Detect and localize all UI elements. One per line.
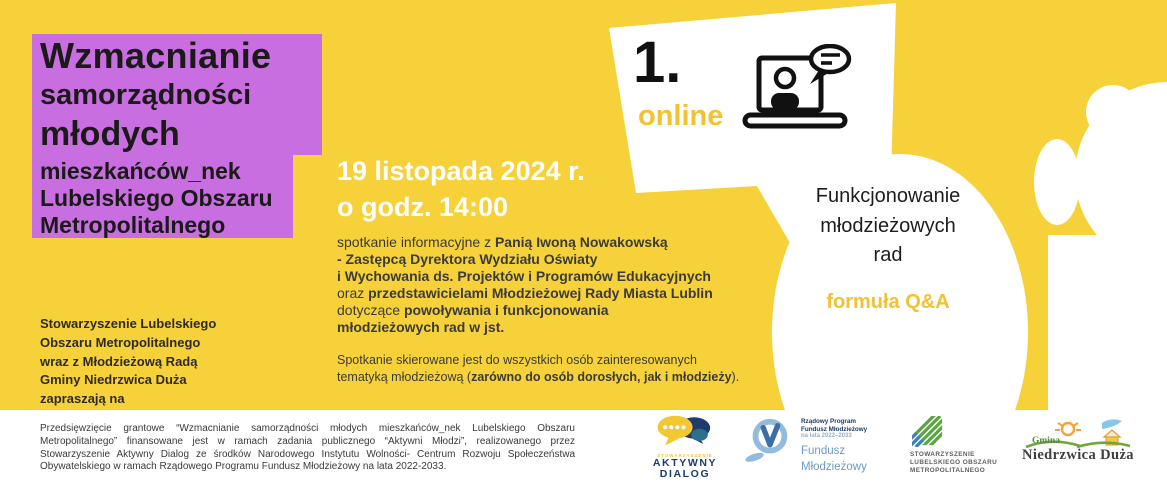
fundusz-mlodziezowy-logo <box>744 416 867 474</box>
speech-bubbles-icon <box>647 415 723 447</box>
fundusz-mlodziezowy-text <box>801 416 867 474</box>
online-label: online <box>638 100 724 132</box>
organizer-line: Gminy Niedrzwica Duża <box>40 372 187 388</box>
event-date: 19 listopada 2024 r. <box>337 156 585 186</box>
funding-disclaimer: Przedsięwzięcie grantowe “Wzmacnianie samorządności młodych mieszkańców_nek Lubelskiego Obszaru Metropolitalnego” finansowane jest w ramach zadania publicznego “Aktywni Młodzi”, realizowanego przez Stowarzyszenie Aktywny Dialog ze środków Narodowego Instytutu Wolności- Centrum Rozwoju Społeczeństwa Obywatelskiego w ramach Rządowego Programu Fundusz Młodzieżowy na lata 2022-2033. <box>40 423 575 473</box>
subtitle-line-2: Lubelskiego Obszaru <box>40 185 273 211</box>
text-line: spotkanie informacyjne z Panią Iwoną Nowakowską <box>337 234 668 250</box>
text-line: Spotkanie skierowane jest do wszystkich osób zainteresowanych <box>337 353 697 367</box>
event-description <box>337 234 713 335</box>
fundusz-program-line-1: Rządowy Program <box>801 418 856 425</box>
organizer-text <box>40 315 216 409</box>
topic-line-1: Funkcjonowanie <box>815 185 961 207</box>
topic-line-2: młodzieżowych <box>820 214 956 237</box>
subtitle-line-3: Metropolitalnego <box>40 212 226 238</box>
aktywny-dialog-name-line-2: DIALOG <box>659 468 711 480</box>
text-line: dotyczące powoływania i funkcjonowania <box>337 301 609 318</box>
v-swoosh-icon <box>744 416 794 466</box>
aktywny-dialog-logo <box>644 415 726 480</box>
fundusz-program-line-2: Fundusz Młodzieżowy <box>801 425 868 433</box>
organizer-line: Obszaru Metropolitalnego <box>40 334 201 350</box>
person-silhouette-shoulder <box>1034 139 1080 225</box>
event-time: o godz. 14:00 <box>337 192 509 222</box>
slom-name-line-2: LUBELSKIEGO OBSZARU <box>910 458 998 466</box>
footer-bar <box>0 410 1167 486</box>
text-line: oraz przedstawicielami Młodzieżowej Rady Miasta Lublin <box>337 284 713 301</box>
fundusz-program-years: na lata 2022–2033 <box>801 433 852 440</box>
organizer-line: wraz z Młodzieżową Radą <box>40 353 198 369</box>
title-line-1: Wzmacnianie <box>40 35 272 76</box>
fundusz-name-line-2: Młodzieżowy <box>801 461 867 474</box>
topic-line-3: rad <box>873 244 903 266</box>
text-line: tematyką młodzieżową (zarówno do osób dorosłych, jak i młodzieży). <box>337 370 740 384</box>
laptop-video-call-icon <box>735 44 855 140</box>
title-line-3: młodych <box>40 115 180 153</box>
fundusz-name-line-1: Fundusz <box>801 444 846 457</box>
text-line: i Wychowania ds. Projektów i Programów Edukacyjnych <box>337 267 711 284</box>
slom-name-line-1: STOWARZYSZENIE <box>910 451 975 458</box>
organizer-line: zapraszają na <box>40 391 125 407</box>
organizer-line: Stowarzyszenie Lubelskiego <box>40 316 217 331</box>
session-topic <box>783 182 993 317</box>
session-number: 1. <box>633 30 682 95</box>
person-silhouette-hair-bun <box>1086 85 1140 139</box>
slom-logo <box>910 415 1010 474</box>
aktywny-dialog-association-label: STOWARZYSZENIE <box>657 453 713 458</box>
title-line-2: samorządności <box>40 79 252 111</box>
event-datetime <box>337 153 585 225</box>
session-format: formuła Q&A <box>826 290 950 313</box>
slom-name-line-3: METROPOLITALNEGO <box>910 466 986 474</box>
audience-note <box>337 352 739 386</box>
poster-title <box>40 35 271 155</box>
gmina-niedrzwica-duza-logo <box>1022 416 1134 474</box>
poster-subtitle <box>40 158 273 239</box>
gmina-name: Niedrzwica Duża <box>1022 447 1134 463</box>
subtitle-line-1: mieszkańców_nek <box>40 158 241 184</box>
text-line: młodzieżowych rad w jst. <box>337 318 505 335</box>
person-silhouette-body <box>1048 235 1167 410</box>
gmina-label: Gmina <box>1032 436 1060 446</box>
striped-square-icon <box>912 415 944 447</box>
text-line: - Zastępcą Dyrektora Wydziału Oświaty <box>337 250 598 267</box>
aktywny-dialog-name-line-1: AKTYWNY <box>652 457 718 469</box>
